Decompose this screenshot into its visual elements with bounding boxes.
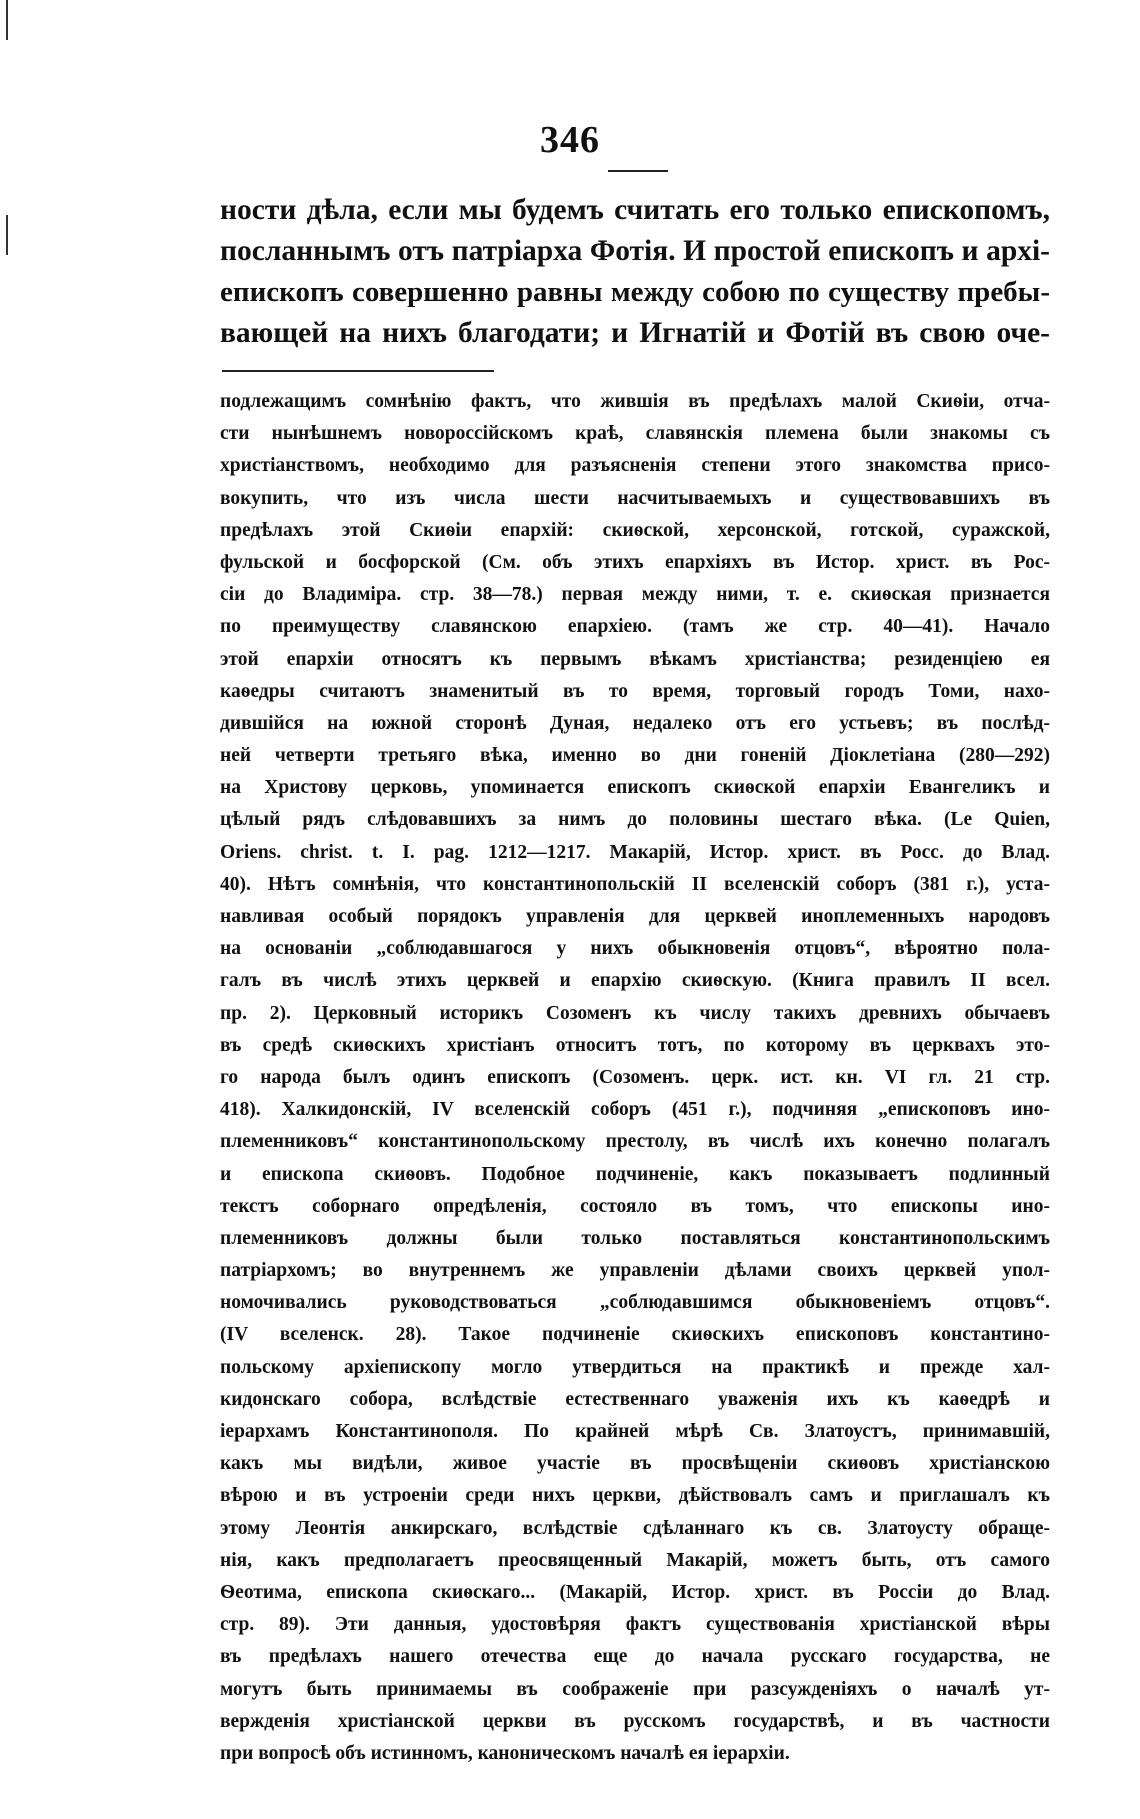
main-text	[220, 190, 1050, 354]
footnote-line: въ средѣ скиѳскихъ христіанъ относитъ тотъ, по которому въ церквахъ это-	[220, 1034, 1050, 1056]
footnote-line: племенниковъ“ константинопольскому престолу, въ числѣ ихъ конечно полагалъ	[220, 1131, 1050, 1153]
footnote-separator	[222, 370, 494, 372]
footnote-line: на Христову церковь, упоминается епископъ скиѳской епархіи Евангеликъ и	[220, 777, 1050, 799]
page-number: 346	[540, 119, 600, 161]
main-text-line: ности дѣла, если мы будемъ считать его только епископомъ,	[220, 194, 1050, 226]
page-number-underline	[608, 170, 668, 172]
footnote-line: христіанствомъ, необходимо для разъясненія степени этого знакомства присо-	[220, 455, 1050, 477]
footnote-line: дившійся на южной сторонѣ Дуная, недалеко отъ его устьевъ; въ послѣд-	[220, 712, 1050, 734]
footnote-line: этому Леонтія анкирскаго, вслѣдствіе сдѣланнаго къ св. Златоусту обраще-	[220, 1517, 1050, 1539]
footnote-line: іерархамъ Константинополя. По крайней мѣрѣ Св. Златоустъ, принимавшій,	[220, 1421, 1050, 1442]
footnote-line: сіи до Владиміра. стр. 38—78.) первая между ними, т. е. скиѳская признается	[220, 584, 1050, 606]
footnote-line: и епископа скиѳовъ. Подобное подчиненіе, какъ показываетъ подлинный	[220, 1163, 1050, 1185]
footnote-line: этой епархіи относятъ къ первымъ вѣкамъ христіанства; резиденціею ея	[220, 648, 1050, 670]
footnote-line: Ѳеотима, епископа скиѳскаго... (Макарій, Истор. христ. въ Россіи до Влад.	[220, 1581, 1050, 1603]
footnote-line: пр. 2). Церковный историкъ Созоменъ къ числу такихъ древнихъ обычаевъ	[220, 1002, 1050, 1024]
footnote-line: вержденія христіанской церкви въ русскомъ государствѣ, и въ частности	[220, 1710, 1050, 1732]
main-text-line: вающей на нихъ благодати; и Игнатій и Фотій въ свою оче-	[220, 317, 1050, 349]
footnote-line: патріархомъ; во внутреннемъ же управленіи дѣлами своихъ церквей упол-	[220, 1260, 1050, 1282]
footnote-line: какъ мы видѣли, живое участіе въ просвѣщеніи скиѳовъ христіанскою	[220, 1453, 1050, 1475]
footnote-line: го народа былъ одинъ епископъ (Созоменъ. церк. ист. кн. VI гл. 21 стр.	[220, 1066, 1050, 1088]
footnote-line: галъ въ числѣ этихъ церквей и епархію скиѳскую. (Книга правилъ II всел.	[220, 970, 1050, 992]
footnote-line: при вопросѣ объ истинномъ, каноническомъ началѣ ея іерархіи.	[220, 1742, 790, 1764]
footnote-line: стр. 89). Эти данныя, удостовѣряя фактъ существованія христіанской вѣры	[220, 1614, 1050, 1636]
footnote-line: текстъ соборнаго опредѣленія, состояло въ томъ, что епископы ино-	[220, 1195, 1050, 1217]
footnote-line: номочивались руководствоваться „соблюдавшимся обыкновеніемъ отцовъ“.	[220, 1292, 1050, 1314]
footnote-line: по преимуществу славянскою епархіею. (тамъ же стр. 40—41). Начало	[220, 616, 1050, 638]
margin-mark-1	[6, 0, 8, 40]
footnote-line: 40). Нѣтъ сомнѣнія, что константинопольскій II вселенскій соборъ (381 г.), уста-	[220, 873, 1050, 895]
main-text-line: посланнымъ отъ патріарха Фотія. И простой епископъ и архі-	[220, 235, 1050, 267]
footnote-line: 418). Халкидонскій, IV вселенскій соборъ (451 г.), подчиняя „епископовъ ино-	[220, 1099, 1050, 1121]
footnote-line: могутъ быть принимаемы въ соображеніе при разсужденіяхъ о началѣ ут-	[220, 1678, 1050, 1700]
footnote-line: цѣлый рядъ слѣдовавшихъ за нимъ до половины шестаго вѣка. (Le Quien,	[220, 809, 1050, 831]
footnote	[220, 386, 1050, 1770]
footnote-line: кидонскаго собора, вслѣдствіе естественнаго уваженія ихъ къ каѳедрѣ и	[220, 1388, 1050, 1410]
footnote-line: предѣлахъ этой Скиѳіи епархій: скиѳской, херсонской, готской, суражской,	[220, 519, 1050, 541]
footnote-line: сти нынѣшнемъ новороссійскомъ краѣ, славянскія племена были знакомы съ	[220, 423, 1050, 445]
footnote-line: Oriens. christ. t. I. pag. 1212—1217. Макарій, Истор. христ. въ Росс. до Влад.	[220, 841, 1050, 863]
footnote-line: польскому архіепископу могло утвердиться на практикѣ и прежде хал-	[220, 1356, 1050, 1378]
footnote-line: каѳедры считаютъ знаменитый въ то время, торговый городъ Томи, нахо-	[220, 680, 1050, 702]
footnote-line: нія, какъ предполагаетъ преосвященный Макарій, можетъ быть, отъ самого	[220, 1549, 1050, 1571]
footnote-line: подлежащимъ сомнѣнію фактъ, что жившія въ предѣлахъ малой Скиѳіи, отча-	[220, 391, 1050, 412]
footnote-line: навливая особый порядокъ управленія для церквей иноплеменныхъ народовъ	[220, 906, 1050, 927]
footnote-line: племенниковъ должны были только поставляться константинопольскимъ	[220, 1227, 1050, 1249]
main-text-line: епископъ совершенно равны между собою по существу пребы-	[220, 276, 1050, 308]
footnote-line: ней четверти третьяго вѣка, именно во дни гоненій Діоклетіана (280—292)	[220, 745, 1050, 767]
footnote-line: (IV вселенск. 28). Такое подчиненіе скиѳскихъ епископовъ константино-	[220, 1324, 1050, 1346]
footnote-line: фульской и босфорской (См. объ этихъ епархіяхъ въ Истор. христ. въ Рос-	[220, 551, 1050, 573]
footnote-line: въ предѣлахъ нашего отечества еще до начала русскаго государства, не	[220, 1646, 1050, 1668]
footnote-line: вѣрою и въ устроеніи среди нихъ церкви, дѣйствовалъ самъ и приглашалъ къ	[220, 1485, 1050, 1507]
footnote-line: на основаніи „соблюдавшагося у нихъ обыкновенія отцовъ“, вѣроятно пола-	[220, 938, 1050, 960]
margin-mark-2	[6, 215, 8, 255]
footnote-line: вокупить, что изъ числа шести насчитываемыхъ и существовавшихъ въ	[220, 487, 1050, 509]
